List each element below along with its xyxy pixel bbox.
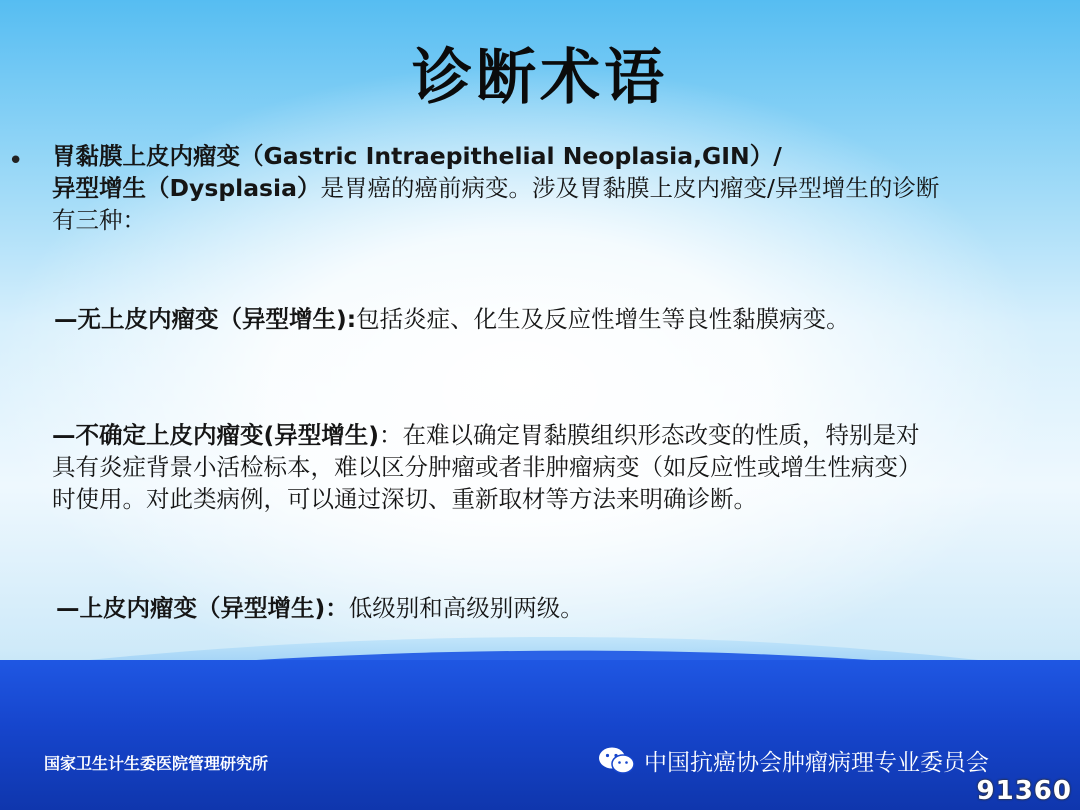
bullet-dot: • bbox=[8, 146, 24, 176]
wechat-icon bbox=[598, 746, 636, 776]
no-neoplasia-term: —无上皮内瘤变（异型增生): bbox=[54, 305, 357, 333]
paragraph-no-neoplasia bbox=[54, 303, 934, 335]
watermark-logo: 91360 bbox=[976, 776, 1072, 806]
intro-term-dysplasia: 异型增生（Dysplasia） bbox=[52, 174, 321, 202]
slide-title: 诊断术语 bbox=[412, 43, 668, 113]
no-neoplasia-text: 包括炎症、化生及反应性增生等良性黏膜病变。 bbox=[356, 305, 850, 333]
footer-org-right bbox=[598, 744, 989, 777]
paragraph-indefinite bbox=[52, 419, 932, 515]
footer-band bbox=[0, 660, 1080, 810]
neoplasia-text: 低级别和高级别两级。 bbox=[348, 594, 584, 622]
intro-term-gin: 胃黏膜上皮内瘤变（Gastric Intraepithelial Neoplasia,GIN）/ bbox=[52, 142, 782, 170]
paragraph-intro bbox=[52, 140, 942, 236]
indefinite-text: ：在难以确定胃黏膜组织形态改变的性质，特别是对具有炎症背景小活检标本，难以区分肿瘤或者非肿瘤病变（如反应性或增生性病变）时使用。对此类病例，可以通过深切、重新取材等方法来明确诊断。 bbox=[52, 421, 922, 513]
footer-org-left: 国家卫生计生委医院管理研究所 bbox=[44, 754, 269, 773]
neoplasia-term: —上皮内瘤变（异型增生)： bbox=[56, 594, 349, 622]
footer-org-right-text: 中国抗癌协会肿瘤病理专业委员会 bbox=[644, 750, 989, 776]
intro-text: 是胃癌的癌前病变。涉及胃黏膜上皮内瘤变/异型增生的诊断有三种： bbox=[52, 174, 940, 234]
indefinite-term: —不确定上皮内瘤变(异型增生) bbox=[52, 421, 379, 449]
